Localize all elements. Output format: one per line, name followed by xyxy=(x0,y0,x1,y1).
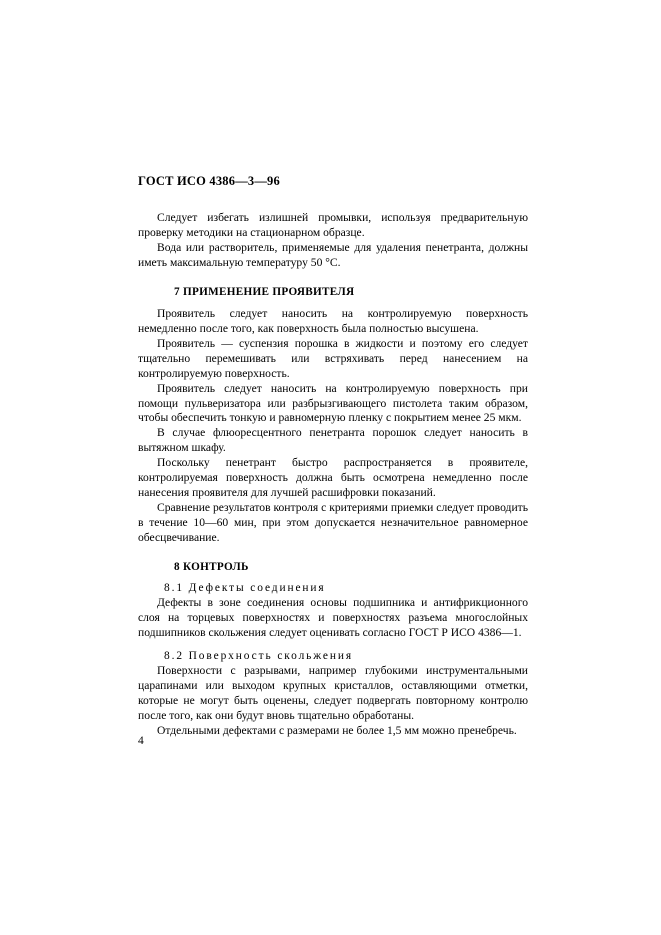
body-paragraph: Проявитель — суспензия порошка в жидкости и поэтому его следует тщательно перемешивать или встряхивать перед нанесением на контролируемую поверхность. xyxy=(138,336,528,380)
sub-heading: 8.2 Поверхность скольжения xyxy=(164,649,353,662)
body-paragraph: В случае флюоресцентного пенетранта порошок следует наносить в вытяжном шкафу. xyxy=(138,426,528,455)
body-paragraph: Сравнение результатов контроля с критериями приемки следует проводить в течение 10—60 мин, при этом допускается незначительное равномерное обесцвечивание. xyxy=(138,501,528,545)
body-paragraph: Следует избегать излишней промывки, используя предварительную проверку методики на стационарном образце. xyxy=(138,211,528,239)
page-content xyxy=(138,174,528,739)
body-paragraph: Проявитель следует наносить на контролируемую поверхность немедленно после того, как поверхность была полностью высушена. xyxy=(138,306,528,335)
page-number: 4 xyxy=(138,735,144,747)
section-heading: 7 ПРИМЕНЕНИЕ ПРОЯВИТЕЛЯ xyxy=(174,285,355,298)
body-paragraph: Вода или растворитель, применяемые для удаления пенетранта, должны иметь максимальную температуру 50 °C. xyxy=(138,240,528,269)
sub-heading: 8.1 Дефекты соединения xyxy=(164,582,326,595)
document-body xyxy=(138,211,528,739)
document-standard-number: ГОСТ ИСО 4386—3—96 xyxy=(138,174,280,188)
body-paragraph: Дефекты в зоне соединения основы подшипника и антифрикционного слоя на торцевых поверхностях и поверхностях разъема многослойных подшипников скольжения следует оценивать согласно ГОСТ Р ИСО 4386—1. xyxy=(138,596,528,639)
body-paragraph: Отдельными дефектами с размерами не более 1,5 мм можно пренебречь. xyxy=(157,723,517,737)
section-heading: 8 КОНТРОЛЬ xyxy=(174,561,249,574)
body-paragraph: Поверхности с разрывами, например глубокими инструментальными царапинами или выходом крупных кристаллов, оставляющими отметки, которые не могут быть оценены, следует подвергать повторному контролю после того, как они будут вновь тщательно обработаны. xyxy=(138,663,528,722)
body-paragraph: Поскольку пенетрант быстро распространяется в проявителе, контролируемая поверхность должна быть осмотрена немедленно после нанесения проявителя для лучшей расшифровки показаний. xyxy=(138,456,528,500)
body-paragraph: Проявитель следует наносить на контролируемую поверхность при помощи пульверизатора или разбрызгивающего пистолета таким образом, чтобы обеспечить тонкую и равномерную пленку с покрытием менее 25 мкм. xyxy=(138,381,528,425)
